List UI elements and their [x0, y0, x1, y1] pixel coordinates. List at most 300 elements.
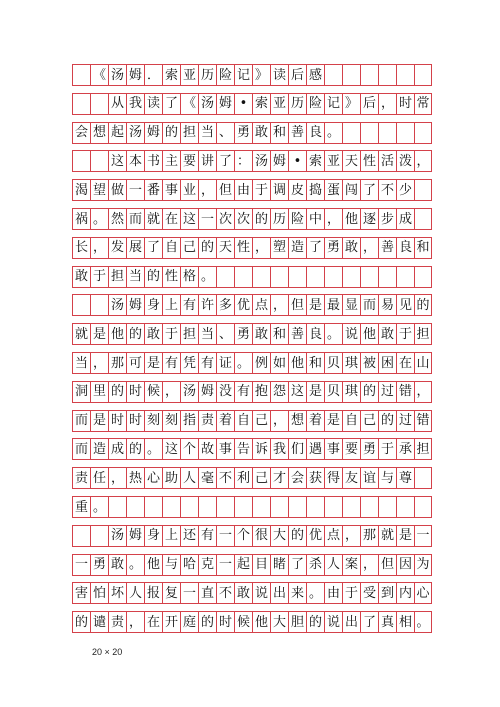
grid-cell: 敢 — [252, 323, 270, 345]
grid-cell: 勇 — [360, 438, 378, 460]
grid-cell: 友 — [342, 467, 360, 489]
grid-cell: 克 — [198, 554, 216, 576]
grid-cell: 索 — [252, 93, 270, 115]
grid-cell: 亚 — [270, 93, 288, 115]
grid-cell: 性 — [162, 266, 180, 288]
grid-cell: 那 — [108, 352, 126, 374]
grid-cell: 抱 — [252, 381, 270, 403]
grid-cell: 了 — [216, 150, 234, 172]
grid-cell: 还 — [180, 525, 198, 547]
grid-cell: 真 — [378, 611, 396, 633]
grid-cell: 来 — [288, 582, 306, 604]
grid-cell: 而 — [72, 410, 90, 432]
grid-cell — [270, 496, 288, 518]
grid-cell: 勇 — [234, 323, 252, 345]
grid-cell: 了 — [360, 611, 378, 633]
grid-cell: 心 — [144, 467, 162, 489]
grid-cell: 少 — [396, 179, 414, 201]
grid-cell: 造 — [90, 438, 108, 460]
grid-cell: 坏 — [108, 582, 126, 604]
grid-cell: 诉 — [252, 438, 270, 460]
grid-cell — [144, 496, 162, 518]
grid-cell: 主 — [162, 150, 180, 172]
grid-cell: 睹 — [270, 554, 288, 576]
grid-cell: 过 — [396, 410, 414, 432]
grid-row — [72, 611, 432, 633]
grid-cell: 祸 — [72, 208, 90, 230]
grid-cell — [72, 294, 90, 316]
grid-cell: 汤 — [108, 525, 126, 547]
grid-cell: ， — [90, 352, 108, 374]
grid-cell: 责 — [198, 410, 216, 432]
grid-cell — [90, 294, 108, 316]
grid-cell: 从 — [108, 93, 126, 115]
grid-cell: 了 — [360, 179, 378, 201]
grid-cell: 善 — [288, 122, 306, 144]
grid-cell — [360, 122, 378, 144]
grid-cell: 山 — [414, 352, 432, 374]
grid-cell: 调 — [270, 179, 288, 201]
grid-cell: 而 — [72, 438, 90, 460]
grid-cell: 亚 — [180, 64, 198, 86]
grid-cell — [342, 266, 360, 288]
grid-cell: 汤 — [180, 381, 198, 403]
grid-cell: 获 — [306, 467, 324, 489]
grid-cell: 时 — [216, 611, 234, 633]
grid-cell: 刻 — [162, 410, 180, 432]
grid-cell: 一 — [216, 554, 234, 576]
grid-cell: 心 — [414, 582, 432, 604]
grid-cell: 成 — [108, 438, 126, 460]
grid-cell: 有 — [198, 352, 216, 374]
grid-cell — [306, 496, 324, 518]
grid-row — [72, 208, 432, 230]
grid-cell: ， — [126, 611, 144, 633]
grid-cell: 是 — [306, 294, 324, 316]
grid-cell: 要 — [180, 150, 198, 172]
grid-cell: 业 — [180, 179, 198, 201]
grid-cell: 姆 — [270, 150, 288, 172]
grid-cell: 谊 — [360, 467, 378, 489]
grid-cell: 读 — [270, 64, 288, 86]
grid-cell: 和 — [270, 323, 288, 345]
grid-cell: 他 — [360, 323, 378, 345]
grid-cell: 不 — [378, 179, 396, 201]
grid-cell: 成 — [396, 208, 414, 230]
grid-cell: 因 — [396, 554, 414, 576]
grid-cell: 是 — [396, 525, 414, 547]
grid-cell: 他 — [252, 611, 270, 633]
grid-cell: 这 — [162, 438, 180, 460]
grid-cell: 长 — [72, 237, 90, 259]
grid-cell: ， — [198, 179, 216, 201]
grid-cell: ． — [144, 64, 162, 86]
grid-cell: 他 — [288, 352, 306, 374]
grid-cell: 勇 — [90, 554, 108, 576]
grid-cell: 在 — [396, 352, 414, 374]
grid-cell: 由 — [234, 179, 252, 201]
grid-cell — [252, 266, 270, 288]
grid-row — [72, 381, 432, 403]
grid-cell: 担 — [180, 323, 198, 345]
grid-cell: 里 — [90, 381, 108, 403]
grid-cell: 《 — [90, 64, 108, 86]
grid-cell: 承 — [396, 438, 414, 460]
grid-cell: ： — [234, 150, 252, 172]
grid-cell: 《 — [180, 93, 198, 115]
grid-cell: 己 — [360, 410, 378, 432]
grid-cell: 就 — [72, 323, 90, 345]
grid-cell: 姆 — [126, 294, 144, 316]
grid-cell — [396, 122, 414, 144]
grid-cell: 于 — [252, 179, 270, 201]
grid-cell: 良 — [396, 237, 414, 259]
grid-cell: 姆 — [144, 122, 162, 144]
grid-cell: 本 — [126, 150, 144, 172]
grid-row — [72, 122, 432, 144]
grid-row — [72, 266, 432, 288]
grid-cell: 汤 — [108, 294, 126, 316]
grid-cell — [414, 208, 432, 230]
grid-cell: 而 — [126, 208, 144, 230]
grid-cell: 优 — [306, 525, 324, 547]
grid-cell: 凭 — [180, 352, 198, 374]
grid-cell: 。 — [90, 496, 108, 518]
grid-cell: 性 — [360, 150, 378, 172]
grid-cell — [234, 266, 252, 288]
grid-cell: 的 — [162, 122, 180, 144]
grid-cell: 有 — [180, 294, 198, 316]
grid-cell: 利 — [234, 467, 252, 489]
grid-cell: 人 — [324, 554, 342, 576]
grid-cell: 庭 — [180, 611, 198, 633]
grid-cell: 贝 — [324, 381, 342, 403]
grid-cell: 敢 — [378, 323, 396, 345]
grid-cell — [342, 122, 360, 144]
grid-cell: 闯 — [342, 179, 360, 201]
grid-cell: 过 — [378, 381, 396, 403]
grid-cell — [414, 64, 432, 86]
grid-cell: 害 — [72, 582, 90, 604]
grid-cell: 故 — [198, 438, 216, 460]
grid-cell: 告 — [234, 438, 252, 460]
grid-cell — [378, 266, 396, 288]
grid-cell: 一 — [414, 525, 432, 547]
grid-cell: 姆 — [126, 64, 144, 86]
grid-cell: 泼 — [396, 150, 414, 172]
grid-cell: 汤 — [198, 93, 216, 115]
grid-cell: 番 — [144, 179, 162, 201]
grid-cell: 于 — [396, 323, 414, 345]
grid-cell: 了 — [306, 237, 324, 259]
grid-cell: 索 — [162, 64, 180, 86]
grid-cell: 错 — [396, 381, 414, 403]
grid-cell — [72, 525, 90, 547]
grid-cell: 有 — [162, 352, 180, 374]
grid-cell: 在 — [162, 208, 180, 230]
grid-cell: 优 — [234, 294, 252, 316]
grid-cell: 但 — [378, 554, 396, 576]
grid-cell: 候 — [144, 381, 162, 403]
grid-cell: 历 — [288, 93, 306, 115]
grid-cell: 次 — [216, 208, 234, 230]
grid-cell: ， — [252, 237, 270, 259]
grid-cell: 哈 — [180, 554, 198, 576]
grid-cell: ， — [414, 381, 432, 403]
grid-cell: 的 — [72, 611, 90, 633]
grid-cell: 胆 — [288, 611, 306, 633]
grid-cell: 是 — [90, 323, 108, 345]
grid-cell — [180, 496, 198, 518]
grid-cell: 是 — [306, 381, 324, 403]
grid-cell: 勇 — [324, 237, 342, 259]
grid-cell: 的 — [306, 611, 324, 633]
grid-cell: 担 — [180, 122, 198, 144]
grid-cell — [378, 496, 396, 518]
grid-cell: 展 — [126, 237, 144, 259]
grid-cell: 步 — [378, 208, 396, 230]
grid-cell: 他 — [144, 554, 162, 576]
grid-cell: 。 — [234, 352, 252, 374]
manuscript-grid — [72, 64, 432, 640]
grid-cell: 了 — [144, 237, 162, 259]
grid-row — [72, 323, 432, 345]
grid-cell: 要 — [342, 438, 360, 460]
grid-cell: 候 — [234, 611, 252, 633]
grid-cell: 怨 — [270, 381, 288, 403]
grid-cell: 说 — [342, 323, 360, 345]
grid-cell: 常 — [414, 93, 432, 115]
grid-cell: 的 — [198, 611, 216, 633]
grid-cell: 于 — [90, 266, 108, 288]
grid-cell: 书 — [144, 150, 162, 172]
grid-cell: 皮 — [288, 179, 306, 201]
grid-cell: 》 — [342, 93, 360, 115]
grid-cell: 汤 — [252, 150, 270, 172]
grid-cell: 敢 — [342, 237, 360, 259]
grid-cell: 己 — [252, 410, 270, 432]
grid-cell: 。 — [414, 611, 432, 633]
grid-cell — [252, 496, 270, 518]
grid-cell: 我 — [126, 93, 144, 115]
grid-cell: 事 — [162, 179, 180, 201]
grid-cell: 善 — [378, 237, 396, 259]
grid-cell: 感 — [306, 64, 324, 86]
grid-cell: 易 — [378, 294, 396, 316]
grid-cell: 可 — [126, 352, 144, 374]
grid-cell — [306, 266, 324, 288]
grid-cell: 担 — [414, 438, 432, 460]
grid-cell: 许 — [198, 294, 216, 316]
grid-cell: 是 — [144, 352, 162, 374]
grid-cell: 良 — [306, 323, 324, 345]
grid-cell: 的 — [108, 381, 126, 403]
grid-cell: 姆 — [126, 525, 144, 547]
grid-cell: 见 — [396, 294, 414, 316]
grid-cell: 显 — [342, 294, 360, 316]
grid-cell — [72, 93, 90, 115]
grid-cell: 怕 — [90, 582, 108, 604]
grid-cell: 、 — [216, 122, 234, 144]
grid-cell: 就 — [378, 525, 396, 547]
grid-cell: 出 — [270, 582, 288, 604]
grid-cell — [198, 496, 216, 518]
grid-cell: 当 — [72, 352, 90, 374]
grid-cell: 蛋 — [324, 179, 342, 201]
grid-cell: 任 — [90, 467, 108, 489]
grid-cell: 会 — [72, 122, 90, 144]
grid-cell: 大 — [270, 611, 288, 633]
grid-cell: 历 — [198, 64, 216, 86]
grid-cell: 的 — [414, 294, 432, 316]
grid-cell: 天 — [216, 237, 234, 259]
grid-cell: 起 — [108, 122, 126, 144]
grid-cell: 会 — [288, 467, 306, 489]
grid-cell: 这 — [288, 381, 306, 403]
grid-size-label: 20 × 20 — [92, 647, 123, 657]
grid-cell: 大 — [270, 525, 288, 547]
grid-cell: 那 — [360, 525, 378, 547]
grid-row — [72, 496, 432, 518]
grid-cell: 我 — [270, 438, 288, 460]
grid-cell: 事 — [324, 438, 342, 460]
grid-cell: 困 — [378, 352, 396, 374]
grid-cell — [90, 93, 108, 115]
grid-cell: 人 — [180, 467, 198, 489]
grid-cell: 的 — [198, 237, 216, 259]
grid-cell: 时 — [396, 93, 414, 115]
grid-cell: 的 — [252, 208, 270, 230]
grid-cell: 有 — [198, 525, 216, 547]
grid-cell: ， — [270, 294, 288, 316]
grid-row — [72, 467, 432, 489]
grid-cell: 起 — [234, 554, 252, 576]
grid-cell: 敢 — [252, 122, 270, 144]
grid-cell — [216, 266, 234, 288]
grid-cell: 但 — [216, 179, 234, 201]
grid-cell: 被 — [360, 352, 378, 374]
grid-cell: 。 — [144, 438, 162, 460]
grid-cell: 天 — [342, 150, 360, 172]
grid-cell: 多 — [216, 294, 234, 316]
grid-cell: 记 — [234, 64, 252, 86]
grid-cell — [90, 150, 108, 172]
grid-cell: 索 — [306, 150, 324, 172]
grid-cell: ， — [360, 237, 378, 259]
grid-cell: 渴 — [72, 179, 90, 201]
grid-cell — [414, 122, 432, 144]
grid-row — [72, 554, 432, 576]
grid-cell: ， — [360, 554, 378, 576]
grid-cell: 报 — [144, 582, 162, 604]
grid-cell: 身 — [144, 525, 162, 547]
grid-cell: 很 — [252, 525, 270, 547]
grid-cell: ， — [414, 150, 432, 172]
grid-cell — [108, 496, 126, 518]
grid-cell — [360, 266, 378, 288]
grid-cell: 遇 — [306, 438, 324, 460]
grid-cell: 着 — [216, 410, 234, 432]
grid-cell: 与 — [378, 467, 396, 489]
grid-cell: • — [234, 93, 252, 115]
grid-row — [72, 179, 432, 201]
grid-cell: 于 — [162, 323, 180, 345]
grid-cell — [126, 496, 144, 518]
grid-cell: ， — [270, 410, 288, 432]
grid-cell — [414, 496, 432, 518]
grid-cell — [342, 64, 360, 86]
grid-cell: 一 — [126, 179, 144, 201]
grid-cell: 事 — [216, 438, 234, 460]
grid-cell: 性 — [234, 237, 252, 259]
grid-cell: 琪 — [342, 381, 360, 403]
grid-cell: 责 — [108, 611, 126, 633]
grid-cell: 后 — [360, 93, 378, 115]
grid-cell: 敢 — [108, 554, 126, 576]
grid-cell: 时 — [126, 381, 144, 403]
grid-cell: 良 — [306, 122, 324, 144]
grid-cell — [324, 496, 342, 518]
grid-row — [72, 93, 432, 115]
grid-cell: 复 — [162, 582, 180, 604]
grid-cell — [324, 266, 342, 288]
grid-cell: 当 — [198, 122, 216, 144]
grid-cell: 险 — [216, 64, 234, 86]
grid-cell: 例 — [252, 352, 270, 374]
grid-cell: 造 — [288, 237, 306, 259]
grid-cell: 证 — [216, 352, 234, 374]
grid-cell: 热 — [126, 467, 144, 489]
grid-cell: 但 — [288, 294, 306, 316]
grid-cell: 人 — [126, 582, 144, 604]
grid-cell: 重 — [72, 496, 90, 518]
grid-cell: 塑 — [270, 237, 288, 259]
grid-cell: 姆 — [216, 93, 234, 115]
grid-cell: 了 — [162, 93, 180, 115]
grid-cell: 开 — [162, 611, 180, 633]
grid-cell: 尊 — [396, 467, 414, 489]
grid-cell: 刻 — [144, 410, 162, 432]
grid-cell: 发 — [108, 237, 126, 259]
grid-cell: 就 — [144, 208, 162, 230]
grid-cell: 受 — [360, 582, 378, 604]
grid-cell: ， — [342, 525, 360, 547]
grid-cell — [414, 467, 432, 489]
grid-cell: 后 — [288, 64, 306, 86]
grid-row — [72, 410, 432, 432]
grid-row — [72, 352, 432, 374]
grid-cell: 这 — [108, 150, 126, 172]
grid-cell: 的 — [126, 323, 144, 345]
grid-cell: 有 — [234, 381, 252, 403]
grid-cell: 毫 — [198, 467, 216, 489]
grid-cell: 不 — [216, 582, 234, 604]
grid-cell: 他 — [342, 208, 360, 230]
grid-cell: 险 — [306, 93, 324, 115]
grid-cell: 得 — [324, 467, 342, 489]
grid-cell — [396, 64, 414, 86]
grid-cell — [360, 496, 378, 518]
grid-cell: 的 — [126, 438, 144, 460]
grid-cell: 时 — [108, 410, 126, 432]
grid-cell: 与 — [162, 554, 180, 576]
grid-cell: 当 — [126, 266, 144, 288]
grid-cell: ， — [162, 381, 180, 403]
grid-cell: 琪 — [342, 352, 360, 374]
grid-row — [72, 438, 432, 460]
grid-cell: 们 — [288, 438, 306, 460]
grid-cell: 。 — [324, 122, 342, 144]
